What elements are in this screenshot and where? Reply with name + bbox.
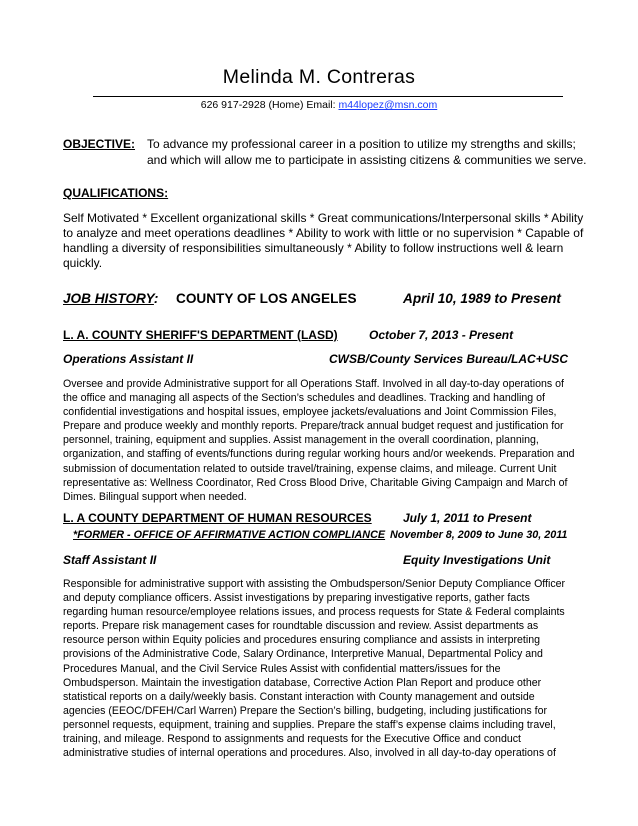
lasd-department: L. A. COUNTY SHERIFF'S DEPARTMENT (LASD) [63,328,338,342]
lasd-line: Dimes. Bilingual support when needed. [63,490,247,503]
lasd-line: organization, and staffing of events/functions during regular working hours and/or weekends. Preparation and [63,448,575,461]
dhr-line: statistical reports on a daily/weekly basis. Constant interaction with County management and outside [63,690,535,703]
contact-phone: 626 917-2928 (Home) Email: [200,99,339,111]
dhr-job-title: Staff Assistant II [63,553,157,567]
dhr-former-dates: November 8, 2009 to June 30, 2011 [390,529,568,541]
contact-line [0,99,638,111]
lasd-line: confidential investigations and hospital issues, employee jackets/evaluations and Joint Commission Files, [63,406,557,419]
lasd-description [63,377,575,504]
dhr-line: provisions of the Administrative Code, Salary Ordinance, Interpretive Manual, Departmental Policy and [63,648,543,661]
lasd-line: personnel, training, equipment and supplies. Assist management in the overall coordination, planning, [63,434,539,447]
dhr-line: Ombudsperson. Maintain the investigation database, Corrective Action Plan Report and produce other [63,676,542,689]
dhr-line: and deputy compliance officers. Assist investigations by preparing investigative reports, gather facts [63,592,530,605]
lasd-line: representative as: Wellness Coordinator, Red Cross Blood Drive, Charitable Giving Campaign and March of [63,476,568,489]
email-link[interactable]: m44lopez@msn.com [338,99,438,111]
qualifications-line: quickly. [63,256,103,270]
objective-line-1: To advance my professional career in a position to utilize my strengths and skills; [147,137,576,151]
dhr-former-office: *FORMER - OFFICE OF AFFIRMATIVE ACTION COMPLIANCE [73,529,386,541]
job-history-colon: : [153,291,159,306]
dhr-line: training, and mileage. Respond to assignments and requests for the Executive Office and conduct [63,733,521,746]
dhr-line: regarding human resource/employee relations issues, and process requests for State & Federal complaints [63,606,565,619]
dhr-unit: Equity Investigations Unit [403,553,551,567]
dhr-description [63,577,575,760]
dhr-line: administrative studies of internal operations and procedures. Also, involved in all day-to-day operations of [63,747,556,760]
dhr-line: Responsible for administrative support with assisting the Ombudsperson/Senior Deputy Compliance Officer [63,578,566,590]
job-history-heading [63,291,158,306]
lasd-line: the office and managing all aspects of the Section’s schedules and deadlines. Tracking and handling of [63,392,545,405]
lasd-unit: CWSB/County Services Bureau/LAC+USC [329,352,569,366]
job-history-label: JOB HISTORY [63,291,154,306]
job-history-employer: COUNTY OF LOS ANGELES [176,291,357,306]
objective-label: OBJECTIVE: [63,137,136,151]
lasd-line: Oversee and provide Administrative support for all Operations Staff. Involved in all day-to-day operations of [63,378,564,390]
dhr-line: resource person within Equity policies and procedures ensuring compliance and assists in interpreting [63,634,540,647]
objective-line-2: and which will allow me to participate in assisting citizens & communities we serve. [147,153,587,167]
header-divider [93,96,563,97]
dhr-line: reports. Prepare risk management cases for roundtable discussion and review. Assist departments as [63,620,539,633]
lasd-line: Prepare and produce weekly and monthly reports. Prepare/track annual budget request and justification for [63,420,564,433]
dhr-line: agencies (EEOC/DFEH/Carl Warren) Prepare the Section’s billing, budgeting, including justifications for [63,704,548,717]
dhr-department: L. A COUNTY DEPARTMENT OF HUMAN RESOURCES [63,511,372,525]
qualifications-line: handling a diversity of responsibilities simultaneously * Ability to follow instructions well & learn [63,241,564,255]
lasd-dates: October 7, 2013 - Present [369,328,514,342]
dhr-line: Procedures Manual, and the Civil Service Rules Assist with confidential matters/issues for the [63,662,501,675]
dhr-line: personnel requests, equipment, training and supplies. Prepare the staff’s expense claims including travel, [63,718,556,731]
lasd-line: submission of documentation related to outside travel/training, expense claims, and mileage. Current Unit [63,462,557,475]
qualifications-line: Self Motivated * Excellent organizational skills * Great communications/Interpersonal skills * Ability [63,211,584,225]
dhr-dates: July 1, 2011 to Present [403,511,532,525]
job-history-dates: April 10, 1989 to Present [403,291,561,306]
lasd-job-title: Operations Assistant II [63,352,194,366]
qualifications-line: to analyze and meet operations deadlines * Ability to work with little or no supervision * Capable of [63,226,584,240]
qualifications-label: QUALIFICATIONS: [63,186,169,200]
qualifications-text [63,211,584,271]
candidate-name: Melinda M. Contreras [222,66,416,88]
